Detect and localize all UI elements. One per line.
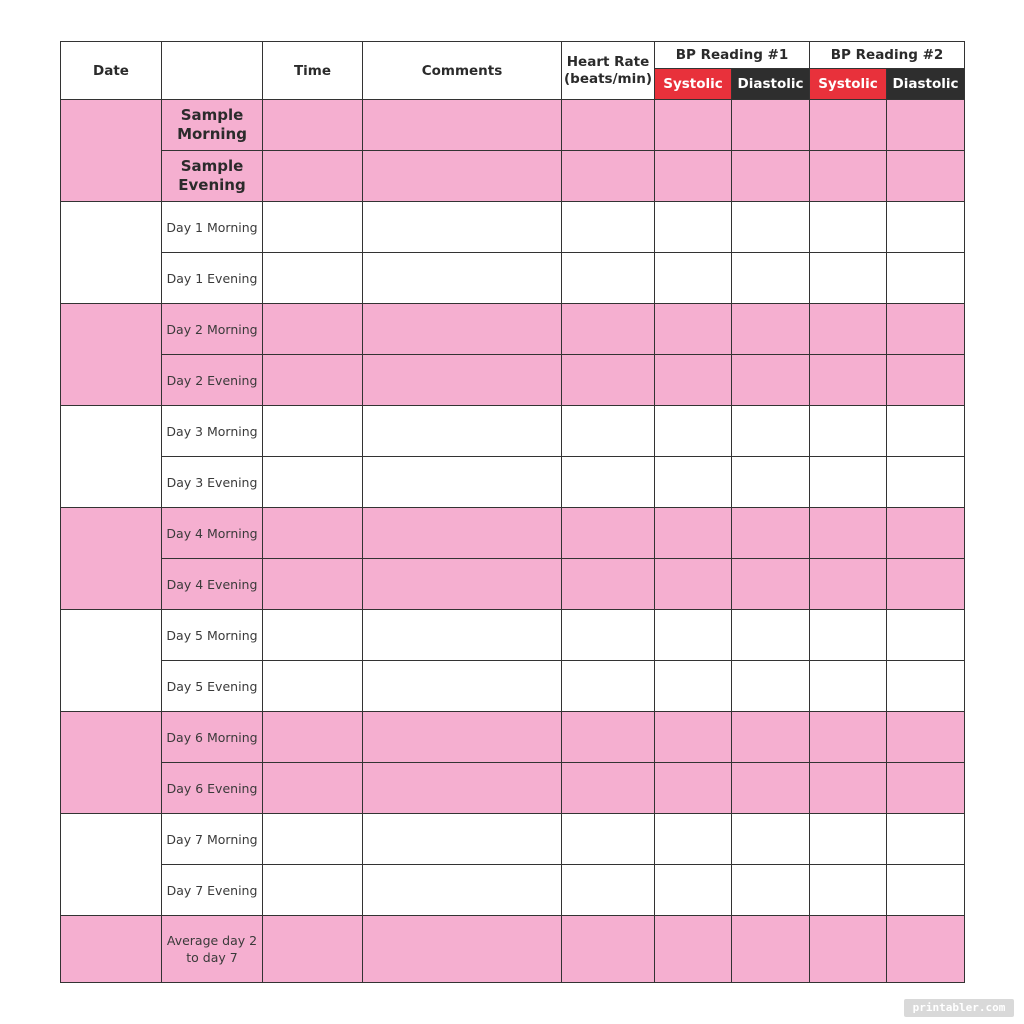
comments-cell[interactable] — [363, 559, 562, 610]
bp1-diastolic-cell[interactable] — [732, 712, 810, 763]
bp1-diastolic-cell[interactable] — [732, 151, 810, 202]
bp1-diastolic-cell[interactable] — [732, 253, 810, 304]
bp1-diastolic-cell[interactable] — [732, 457, 810, 508]
row-label: Sample Morning — [162, 100, 263, 151]
date-cell[interactable] — [61, 406, 162, 508]
date-cell[interactable] — [61, 916, 162, 983]
bp1-diastolic-cell[interactable] — [732, 610, 810, 661]
bp1-systolic-cell[interactable] — [655, 304, 732, 355]
heart-rate-cell[interactable] — [562, 457, 655, 508]
table-row — [61, 304, 965, 355]
heart-rate-cell[interactable] — [562, 661, 655, 712]
date-cell[interactable] — [61, 304, 162, 406]
time-cell[interactable] — [263, 151, 363, 202]
comments-cell[interactable] — [363, 457, 562, 508]
row-label: Day 6 Evening — [162, 763, 263, 814]
row-label: Sample Evening — [162, 151, 263, 202]
heart-rate-cell[interactable] — [562, 355, 655, 406]
bp2-systolic-cell[interactable] — [810, 610, 887, 661]
header-heart-rate-line2: (beats/min) — [564, 70, 652, 87]
time-cell[interactable] — [263, 661, 363, 712]
header-bp1-diastolic: Diastolic — [732, 69, 810, 100]
bp1-systolic-cell[interactable] — [655, 151, 732, 202]
table-row — [61, 355, 965, 406]
heart-rate-cell[interactable] — [562, 202, 655, 253]
table-row — [61, 610, 965, 661]
bp1-systolic-cell[interactable] — [655, 457, 732, 508]
bp1-diastolic-cell[interactable] — [732, 406, 810, 457]
header-bp-reading-2: BP Reading #2 — [810, 42, 965, 69]
bp2-diastolic-cell[interactable] — [887, 457, 965, 508]
comments-cell[interactable] — [363, 610, 562, 661]
header-time: Time — [263, 42, 363, 100]
comments-cell[interactable] — [363, 100, 562, 151]
bp1-diastolic-cell[interactable] — [732, 916, 810, 983]
watermark: printabler.com — [904, 999, 1014, 1017]
row-label: Day 6 Morning — [162, 712, 263, 763]
bp2-diastolic-cell[interactable] — [887, 406, 965, 457]
bp1-diastolic-cell[interactable] — [732, 661, 810, 712]
heart-rate-cell[interactable] — [562, 712, 655, 763]
date-cell[interactable] — [61, 814, 162, 916]
heart-rate-cell[interactable] — [562, 304, 655, 355]
time-cell[interactable] — [263, 763, 363, 814]
time-cell[interactable] — [263, 916, 363, 983]
bp1-systolic-cell[interactable] — [655, 202, 732, 253]
header-heart-rate — [562, 42, 655, 100]
row-label: Average day 2 to day 7 — [162, 916, 263, 983]
table-row — [61, 151, 965, 202]
table-row — [61, 916, 965, 983]
row-label: Day 5 Evening — [162, 661, 263, 712]
bp2-diastolic-cell[interactable] — [887, 355, 965, 406]
bp2-systolic-cell[interactable] — [810, 916, 887, 983]
time-cell[interactable] — [263, 406, 363, 457]
comments-cell[interactable] — [363, 253, 562, 304]
bp2-systolic-cell[interactable] — [810, 202, 887, 253]
bp2-systolic-cell[interactable] — [810, 151, 887, 202]
bp2-systolic-cell[interactable] — [810, 406, 887, 457]
header-heart-rate-line1: Heart Rate — [566, 53, 650, 70]
bp2-diastolic-cell[interactable] — [887, 865, 965, 916]
bp1-diastolic-cell[interactable] — [732, 355, 810, 406]
comments-cell[interactable] — [363, 202, 562, 253]
table-row — [61, 865, 965, 916]
bp1-diastolic-cell[interactable] — [732, 508, 810, 559]
comments-cell[interactable] — [363, 661, 562, 712]
time-cell[interactable] — [263, 253, 363, 304]
bp1-systolic-cell[interactable] — [655, 355, 732, 406]
bp2-diastolic-cell[interactable] — [887, 916, 965, 983]
time-cell[interactable] — [263, 355, 363, 406]
time-cell[interactable] — [263, 457, 363, 508]
bp2-systolic-cell[interactable] — [810, 100, 887, 151]
bp2-systolic-cell[interactable] — [810, 661, 887, 712]
bp1-systolic-cell[interactable] — [655, 610, 732, 661]
date-cell[interactable] — [61, 610, 162, 712]
bp1-systolic-cell[interactable] — [655, 406, 732, 457]
bp2-diastolic-cell[interactable] — [887, 508, 965, 559]
table-row — [61, 763, 965, 814]
comments-cell[interactable] — [363, 151, 562, 202]
table-row — [61, 457, 965, 508]
header-bp-reading-1: BP Reading #1 — [655, 42, 810, 69]
heart-rate-cell[interactable] — [562, 253, 655, 304]
row-label: Day 5 Morning — [162, 610, 263, 661]
bp1-systolic-cell[interactable] — [655, 865, 732, 916]
bp2-diastolic-cell[interactable] — [887, 202, 965, 253]
heart-rate-cell[interactable] — [562, 916, 655, 983]
bp2-systolic-cell[interactable] — [810, 304, 887, 355]
heart-rate-cell[interactable] — [562, 610, 655, 661]
comments-cell[interactable] — [363, 304, 562, 355]
bp2-diastolic-cell[interactable] — [887, 661, 965, 712]
bp2-diastolic-cell[interactable] — [887, 763, 965, 814]
row-label: Day 2 Morning — [162, 304, 263, 355]
comments-cell[interactable] — [363, 712, 562, 763]
bp2-systolic-cell[interactable] — [810, 457, 887, 508]
bp1-diastolic-cell[interactable] — [732, 304, 810, 355]
row-label: Day 1 Morning — [162, 202, 263, 253]
date-cell[interactable] — [61, 100, 162, 202]
bp1-diastolic-cell[interactable] — [732, 559, 810, 610]
row-label: Day 4 Evening — [162, 559, 263, 610]
heart-rate-cell[interactable] — [562, 763, 655, 814]
bp2-diastolic-cell[interactable] — [887, 814, 965, 865]
bp2-diastolic-cell[interactable] — [887, 304, 965, 355]
time-cell[interactable] — [263, 304, 363, 355]
bp2-diastolic-cell[interactable] — [887, 253, 965, 304]
bp1-diastolic-cell[interactable] — [732, 202, 810, 253]
comments-cell[interactable] — [363, 406, 562, 457]
table-row — [61, 814, 965, 865]
bp1-systolic-cell[interactable] — [655, 100, 732, 151]
time-cell[interactable] — [263, 100, 363, 151]
comments-cell[interactable] — [363, 355, 562, 406]
time-cell[interactable] — [263, 508, 363, 559]
table-row — [61, 253, 965, 304]
bp1-diastolic-cell[interactable] — [732, 865, 810, 916]
heart-rate-cell[interactable] — [562, 508, 655, 559]
bp2-systolic-cell[interactable] — [810, 814, 887, 865]
bp1-systolic-cell[interactable] — [655, 661, 732, 712]
header-bp2-systolic: Systolic — [810, 69, 887, 100]
row-label: Day 7 Morning — [162, 814, 263, 865]
time-cell[interactable] — [263, 559, 363, 610]
comments-cell[interactable] — [363, 865, 562, 916]
time-cell[interactable] — [263, 610, 363, 661]
bp2-systolic-cell[interactable] — [810, 508, 887, 559]
comments-cell[interactable] — [363, 814, 562, 865]
blood-pressure-log-table — [60, 41, 965, 983]
table-row — [61, 100, 965, 151]
bp2-diastolic-cell[interactable] — [887, 559, 965, 610]
bp2-diastolic-cell[interactable] — [887, 610, 965, 661]
comments-cell[interactable] — [363, 508, 562, 559]
header-comments: Comments — [363, 42, 562, 100]
bp2-systolic-cell[interactable] — [810, 763, 887, 814]
bp1-diastolic-cell[interactable] — [732, 763, 810, 814]
bp1-systolic-cell[interactable] — [655, 508, 732, 559]
bp1-systolic-cell[interactable] — [655, 763, 732, 814]
bp1-systolic-cell[interactable] — [655, 916, 732, 983]
log-body — [61, 100, 965, 983]
bp1-systolic-cell[interactable] — [655, 559, 732, 610]
comments-cell[interactable] — [363, 916, 562, 983]
table-row — [61, 559, 965, 610]
bp2-systolic-cell[interactable] — [810, 865, 887, 916]
heart-rate-cell[interactable] — [562, 151, 655, 202]
date-cell[interactable] — [61, 712, 162, 814]
row-label: Day 3 Morning — [162, 406, 263, 457]
row-label: Day 1 Evening — [162, 253, 263, 304]
time-cell[interactable] — [263, 865, 363, 916]
heart-rate-cell[interactable] — [562, 865, 655, 916]
row-label: Day 2 Evening — [162, 355, 263, 406]
table-row — [61, 712, 965, 763]
header-date: Date — [61, 42, 162, 100]
header-period — [162, 42, 263, 100]
row-label: Day 4 Morning — [162, 508, 263, 559]
table-row — [61, 508, 965, 559]
time-cell[interactable] — [263, 814, 363, 865]
heart-rate-cell[interactable] — [562, 406, 655, 457]
bp1-diastolic-cell[interactable] — [732, 814, 810, 865]
date-cell[interactable] — [61, 202, 162, 304]
bp2-systolic-cell[interactable] — [810, 559, 887, 610]
comments-cell[interactable] — [363, 763, 562, 814]
bp2-systolic-cell[interactable] — [810, 253, 887, 304]
bp2-systolic-cell[interactable] — [810, 355, 887, 406]
bp2-systolic-cell[interactable] — [810, 712, 887, 763]
bp1-diastolic-cell[interactable] — [732, 100, 810, 151]
row-label: Day 3 Evening — [162, 457, 263, 508]
bp1-systolic-cell[interactable] — [655, 814, 732, 865]
bp2-diastolic-cell[interactable] — [887, 100, 965, 151]
date-cell[interactable] — [61, 508, 162, 610]
header-bp1-systolic: Systolic — [655, 69, 732, 100]
table-row — [61, 202, 965, 253]
bp2-diastolic-cell[interactable] — [887, 151, 965, 202]
table-row — [61, 661, 965, 712]
table-row — [61, 406, 965, 457]
bp1-systolic-cell[interactable] — [655, 253, 732, 304]
heart-rate-cell[interactable] — [562, 814, 655, 865]
heart-rate-cell[interactable] — [562, 100, 655, 151]
row-label: Day 7 Evening — [162, 865, 263, 916]
bp1-systolic-cell[interactable] — [655, 712, 732, 763]
time-cell[interactable] — [263, 712, 363, 763]
heart-rate-cell[interactable] — [562, 559, 655, 610]
time-cell[interactable] — [263, 202, 363, 253]
bp2-diastolic-cell[interactable] — [887, 712, 965, 763]
header-bp2-diastolic: Diastolic — [887, 69, 965, 100]
